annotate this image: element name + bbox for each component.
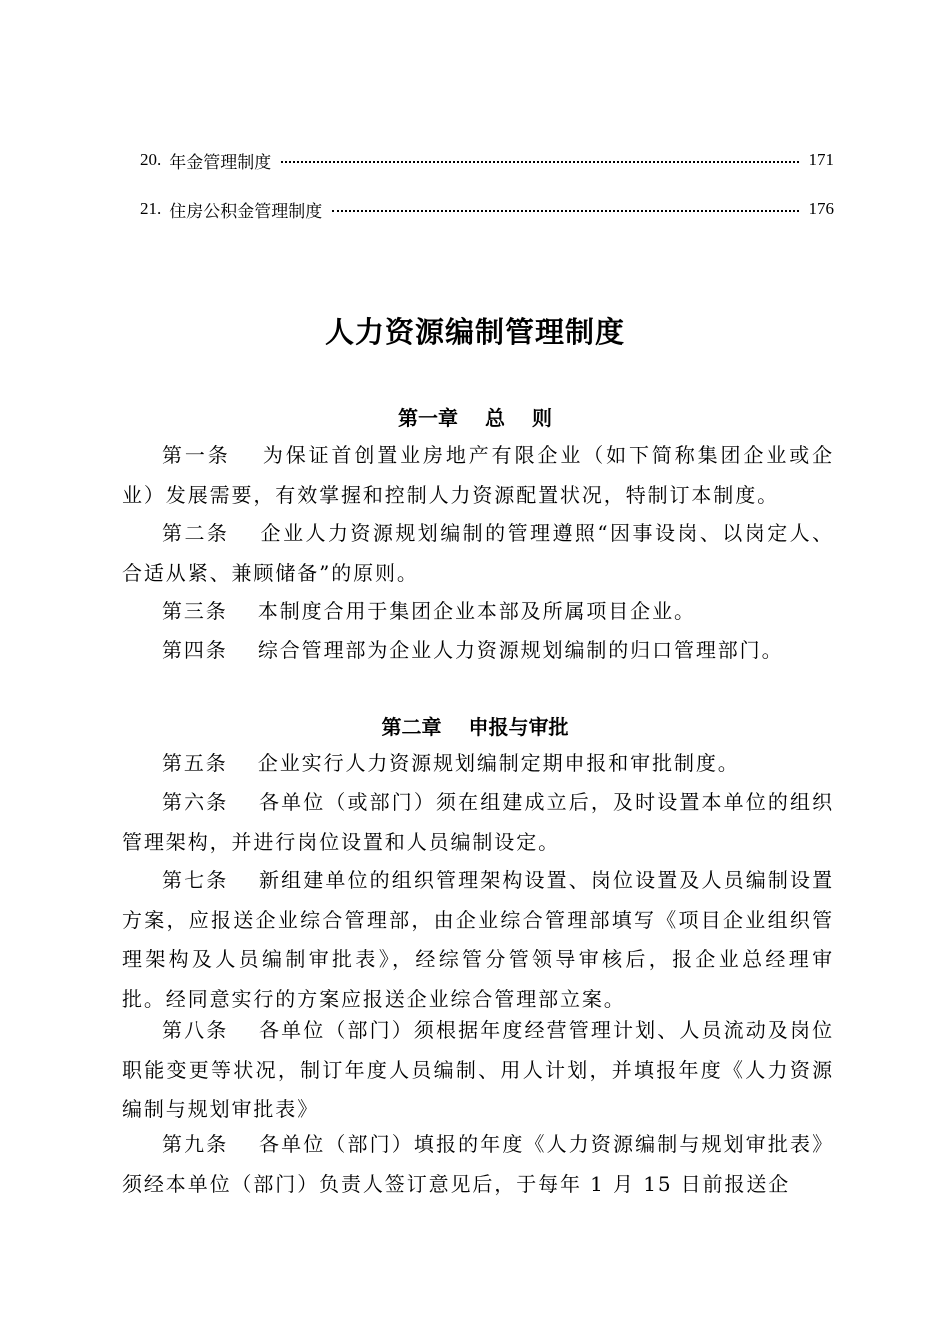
article-spacer (228, 1018, 259, 1042)
article-9 (122, 1125, 834, 1204)
article-label: 第六条 (162, 790, 229, 814)
article-text: 企业人力资源规划编制的管理遵照“因事设岗、以岗定人、合适从紧、兼顾储备”的原则。 (122, 521, 834, 585)
article-spacer (228, 790, 259, 814)
article-label: 第四条 (162, 638, 228, 662)
article-5 (122, 744, 834, 784)
article-label: 第八条 (162, 1018, 229, 1042)
article-text: 新组建单位的组织管理架构设置、岗位设置及人员编制设置方案，应报送企业综合管理部，由企业综合管理部填写《项目企业组织管理架构及人员编制审批表》，经综管分管领导审核后，报企业总经理审批。经同意实行的方案应报送企业综合管理部立案。 (122, 868, 834, 1011)
article-7 (122, 861, 834, 1019)
article-label: 第一条 (162, 443, 231, 467)
toc-entry-20 (140, 148, 834, 172)
article-spacer (228, 751, 258, 775)
toc-page-number: 171 (808, 150, 834, 169)
article-text: 本制度合用于集团企业本部及所属项目企业。 (257, 599, 696, 623)
article-4 (122, 631, 834, 671)
article-spacer (231, 443, 263, 467)
article-label: 第七条 (162, 868, 229, 892)
toc-number: 21. (140, 199, 162, 218)
article-text: 综合管理部为企业人力资源规划编制的归口管理部门。 (257, 638, 784, 662)
document-title: 人力资源编制管理制度 (324, 315, 625, 349)
article-text: 各单位（或部门）须在组建成立后，及时设置本单位的组织管理架构，并进行岗位设置和人员编制设定。 (122, 790, 834, 854)
article-text: 为保证首创置业房地产有限企业（如下简称集团企业或企业）发展需要，有效掌握和控制人力资源配置状况，特制订本制度。 (122, 443, 835, 507)
article-label: 第九条 (162, 1132, 229, 1156)
article-spacer (228, 1132, 259, 1156)
article-8 (122, 1011, 834, 1130)
article-label: 第三条 (162, 599, 228, 623)
toc-entry-21 (140, 197, 834, 221)
article-label: 第五条 (162, 751, 228, 775)
article-spacer (228, 599, 258, 623)
article-label: 第二条 (162, 521, 230, 545)
toc-leader-dots (332, 210, 798, 212)
article-2 (122, 514, 834, 593)
toc-number: 20. (140, 150, 162, 169)
article-spacer (228, 638, 258, 662)
chapter-heading: 第二章 申报与审批 (381, 715, 569, 739)
chapter-heading: 第一章 总 则 (398, 406, 552, 430)
article-text: 各单位（部门）填报的年度《人力资源编制与规划审批表》须经本单位（部门）负责人签订意见后，于每年 1 月 15 日前报送企 (122, 1132, 834, 1196)
article-1 (122, 436, 834, 515)
article-6 (122, 783, 834, 862)
toc-page-number: 176 (808, 199, 834, 218)
article-spacer (228, 868, 259, 892)
article-text: 企业实行人力资源规划编制定期申报和审批制度。 (257, 751, 740, 775)
article-3 (122, 592, 834, 632)
article-text: 各单位（部门）须根据年度经营管理计划、人员流动及岗位职能变更等状况，制订年度人员编制、用人计划，并填报年度《人力资源编制与规划审批表》 (122, 1018, 834, 1121)
article-spacer (229, 521, 260, 545)
toc-leader-dots (281, 161, 798, 163)
toc-title: 年金管理制度 (169, 152, 272, 173)
toc-title: 住房公积金管理制度 (169, 201, 323, 222)
